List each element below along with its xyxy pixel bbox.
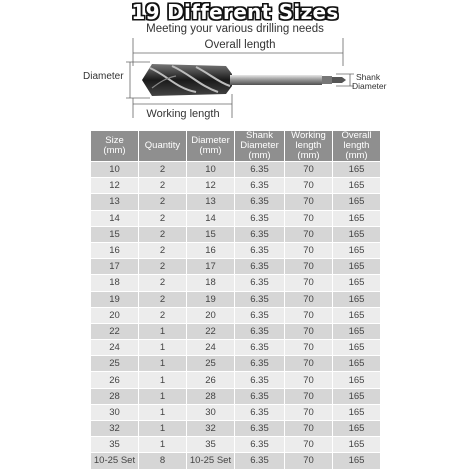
column-header-text: (mm)	[297, 150, 320, 161]
table-row	[91, 404, 381, 420]
table-cell-quantity: 1	[139, 356, 187, 372]
table-cell-working-length: 70	[285, 210, 333, 226]
table-row	[91, 291, 381, 307]
table-cell-diameter: 17	[187, 259, 235, 275]
table-header-row	[91, 131, 381, 162]
table-cell-quantity: 1	[139, 340, 187, 356]
table-row	[91, 194, 381, 210]
column-header-text: (mm)	[103, 145, 126, 156]
diameter-label: Diameter	[83, 71, 124, 82]
table-cell-size: 28	[91, 388, 139, 404]
table-cell-shank-diameter: 6.35	[235, 242, 285, 258]
table-cell-working-length: 70	[285, 453, 333, 469]
table-row	[91, 340, 381, 356]
table-cell-quantity: 1	[139, 437, 187, 453]
column-header-diameter	[187, 131, 235, 162]
table-cell-diameter: 14	[187, 210, 235, 226]
table-cell-working-length: 70	[285, 259, 333, 275]
page-title: 19 Different Sizes	[131, 0, 339, 24]
column-header-text: Working	[291, 130, 326, 141]
table-cell-size: 18	[91, 275, 139, 291]
table-cell-quantity: 2	[139, 275, 187, 291]
table-cell-diameter: 28	[187, 388, 235, 404]
table-cell-size: 26	[91, 372, 139, 388]
table-cell-working-length: 70	[285, 340, 333, 356]
table-cell-overall-length: 165	[333, 421, 381, 437]
table-cell-overall-length: 165	[333, 307, 381, 323]
table-row	[91, 437, 381, 453]
page-subtitle: Meeting your various drilling needs	[146, 23, 324, 35]
table-row	[91, 226, 381, 242]
column-header-text: Diameter	[240, 140, 279, 151]
table-cell-shank-diameter: 6.35	[235, 291, 285, 307]
table-cell-overall-length: 165	[333, 388, 381, 404]
overall-length-dimension	[133, 38, 343, 66]
table-cell-size: 24	[91, 340, 139, 356]
table-cell-overall-length: 165	[333, 340, 381, 356]
table-cell-shank-diameter: 6.35	[235, 421, 285, 437]
table-cell-size: 15	[91, 226, 139, 242]
drill-bit-diagram	[0, 36, 470, 130]
table-cell-size: 12	[91, 178, 139, 194]
table-row	[91, 259, 381, 275]
table-cell-overall-length: 165	[333, 259, 381, 275]
table-cell-shank-diameter: 6.35	[235, 194, 285, 210]
table-cell-diameter: 32	[187, 421, 235, 437]
table-cell-size: 10-25 Set	[91, 453, 139, 469]
table-cell-quantity: 2	[139, 178, 187, 194]
table-cell-quantity: 1	[139, 323, 187, 339]
table-cell-size: 14	[91, 210, 139, 226]
table-cell-quantity: 2	[139, 307, 187, 323]
table-cell-quantity: 2	[139, 242, 187, 258]
column-header-text: Quantity	[144, 140, 181, 151]
table-row	[91, 356, 381, 372]
table-cell-diameter: 19	[187, 291, 235, 307]
table-cell-diameter: 10-25 Set	[187, 453, 235, 469]
table-row	[91, 242, 381, 258]
table-cell-working-length: 70	[285, 307, 333, 323]
overall-length-label: Overall length	[204, 39, 276, 51]
table-cell-shank-diameter: 6.35	[235, 259, 285, 275]
table-row	[91, 372, 381, 388]
table-cell-quantity: 1	[139, 372, 187, 388]
table-cell-overall-length: 165	[333, 291, 381, 307]
column-header-text: Size	[105, 135, 124, 146]
table-cell-shank-diameter: 6.35	[235, 178, 285, 194]
table-cell-overall-length: 165	[333, 404, 381, 420]
column-header-text: Diameter	[191, 135, 230, 146]
table-cell-shank-diameter: 6.35	[235, 162, 285, 178]
table-row	[91, 453, 381, 469]
table-cell-diameter: 15	[187, 226, 235, 242]
table-cell-working-length: 70	[285, 323, 333, 339]
table-cell-overall-length: 165	[333, 437, 381, 453]
column-header-working-length	[285, 131, 333, 162]
table-cell-overall-length: 165	[333, 372, 381, 388]
table-cell-size: 32	[91, 421, 139, 437]
table-cell-working-length: 70	[285, 242, 333, 258]
column-header-text: (mm)	[248, 150, 271, 161]
table-cell-diameter: 25	[187, 356, 235, 372]
table-row	[91, 421, 381, 437]
column-header-text: (mm)	[345, 150, 368, 161]
column-header-text: Shank	[246, 130, 273, 141]
column-header-quantity	[139, 131, 187, 162]
table-cell-shank-diameter: 6.35	[235, 226, 285, 242]
table-cell-working-length: 70	[285, 356, 333, 372]
table-cell-quantity: 8	[139, 453, 187, 469]
table-cell-quantity: 2	[139, 210, 187, 226]
table-cell-diameter: 16	[187, 242, 235, 258]
table-cell-size: 30	[91, 404, 139, 420]
table-cell-working-length: 70	[285, 162, 333, 178]
table-cell-overall-length: 165	[333, 162, 381, 178]
table-row	[91, 307, 381, 323]
table-cell-working-length: 70	[285, 404, 333, 420]
table-cell-diameter: 12	[187, 178, 235, 194]
column-header-text: length	[295, 140, 322, 151]
table-cell-overall-length: 165	[333, 178, 381, 194]
table-cell-working-length: 70	[285, 372, 333, 388]
table-cell-shank-diameter: 6.35	[235, 307, 285, 323]
table-cell-size: 20	[91, 307, 139, 323]
table-cell-overall-length: 165	[333, 242, 381, 258]
table-row	[91, 178, 381, 194]
table-cell-diameter: 35	[187, 437, 235, 453]
table-cell-quantity: 2	[139, 291, 187, 307]
table-cell-working-length: 70	[285, 226, 333, 242]
column-header-text: length	[343, 140, 370, 151]
table-cell-shank-diameter: 6.35	[235, 210, 285, 226]
table-cell-overall-length: 165	[333, 323, 381, 339]
table-cell-shank-diameter: 6.35	[235, 340, 285, 356]
table-cell-overall-length: 165	[333, 210, 381, 226]
table-cell-quantity: 1	[139, 421, 187, 437]
working-length-label: Working length	[146, 108, 220, 120]
table-row	[91, 210, 381, 226]
table-row	[91, 275, 381, 291]
table-cell-size: 35	[91, 437, 139, 453]
table-cell-shank-diameter: 6.35	[235, 404, 285, 420]
shank-label-line2: Diameter	[352, 81, 387, 91]
table-row	[91, 388, 381, 404]
table-cell-quantity: 2	[139, 162, 187, 178]
column-header-size	[91, 131, 139, 162]
table-row	[91, 323, 381, 339]
size-spec-table	[90, 130, 381, 470]
table-cell-overall-length: 165	[333, 275, 381, 291]
table-cell-quantity: 2	[139, 259, 187, 275]
drill-bit-image	[142, 64, 346, 96]
table-cell-quantity: 1	[139, 404, 187, 420]
table-cell-working-length: 70	[285, 194, 333, 210]
table-cell-diameter: 10	[187, 162, 235, 178]
table-cell-size: 10	[91, 162, 139, 178]
table-cell-diameter: 30	[187, 404, 235, 420]
table-cell-size: 22	[91, 323, 139, 339]
table-cell-diameter: 20	[187, 307, 235, 323]
table-cell-quantity: 2	[139, 226, 187, 242]
table-cell-working-length: 70	[285, 421, 333, 437]
table-cell-quantity: 1	[139, 388, 187, 404]
column-header-text: (mm)	[199, 145, 222, 156]
table-cell-overall-length: 165	[333, 453, 381, 469]
table-cell-diameter: 13	[187, 194, 235, 210]
table-cell-working-length: 70	[285, 291, 333, 307]
table-cell-working-length: 70	[285, 437, 333, 453]
table-row	[91, 162, 381, 178]
diameter-dimension	[83, 62, 150, 98]
table-cell-working-length: 70	[285, 388, 333, 404]
table-cell-diameter: 18	[187, 275, 235, 291]
table-cell-size: 19	[91, 291, 139, 307]
table-cell-size: 17	[91, 259, 139, 275]
table-cell-overall-length: 165	[333, 194, 381, 210]
table-cell-shank-diameter: 6.35	[235, 372, 285, 388]
table-cell-working-length: 70	[285, 275, 333, 291]
column-header-overall-length	[333, 131, 381, 162]
table-cell-shank-diameter: 6.35	[235, 275, 285, 291]
table-cell-shank-diameter: 6.35	[235, 323, 285, 339]
column-header-shank-diameter	[235, 131, 285, 162]
column-header-text: Overall	[341, 130, 372, 141]
table-cell-overall-length: 165	[333, 226, 381, 242]
table-cell-working-length: 70	[285, 178, 333, 194]
table-cell-size: 25	[91, 356, 139, 372]
table-cell-shank-diameter: 6.35	[235, 356, 285, 372]
table-cell-size: 13	[91, 194, 139, 210]
table-cell-shank-diameter: 6.35	[235, 388, 285, 404]
table-cell-overall-length: 165	[333, 356, 381, 372]
table-cell-shank-diameter: 6.35	[235, 437, 285, 453]
shank-label-line1: Shank	[356, 72, 381, 82]
table-cell-size: 16	[91, 242, 139, 258]
table-cell-shank-diameter: 6.35	[235, 453, 285, 469]
table-cell-diameter: 22	[187, 323, 235, 339]
table-cell-diameter: 24	[187, 340, 235, 356]
table-cell-quantity: 2	[139, 194, 187, 210]
table-cell-diameter: 26	[187, 372, 235, 388]
